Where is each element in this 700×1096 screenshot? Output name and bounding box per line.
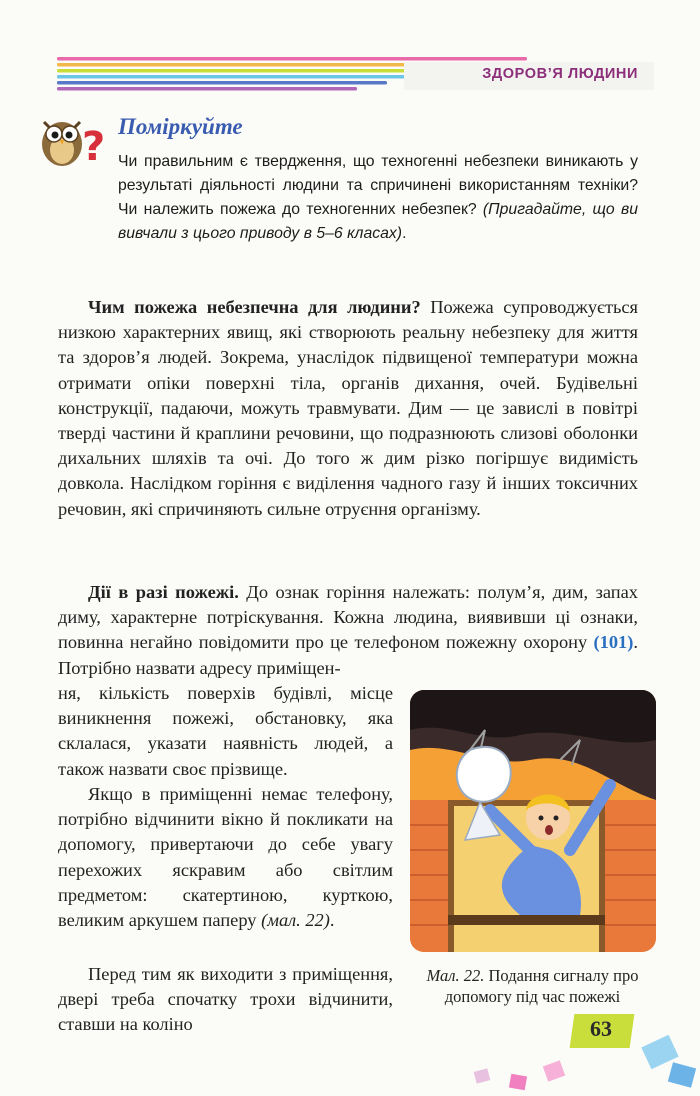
owl-question-icon [38,112,110,168]
figure-caption-text: Подання сигналу про допомогу під час пожежі [444,966,639,1006]
paragraph-fire-danger-lead: Чим пожежа небезпечна для людини? [88,297,421,317]
paragraph-before-leaving: Перед тим як виходити з приміщення, двері треба спочатку трохи відчинити, ставши на коліно [58,964,393,1035]
figure-caption [405,965,660,1007]
paragraph-fire-danger [58,295,638,522]
paragraph-no-phone [58,782,393,933]
paragraph-fire-actions [58,580,638,681]
phone-reference: (101) [593,632,634,653]
paragraph-fire-actions-lead: Дії в разі пожежі. [88,582,239,602]
paragraph-no-phone-text: Якщо в приміщенні немає телефону, потрібно відчинити вікно й покликати на допомогу, привертаючи до себе увагу перехожих яскравим або світлим предметом: скатертиною, курткою, великим аркушем паперу [58,784,393,931]
think-box-title: Поміркуйте [118,114,243,139]
paragraph-no-phone-end: . [329,910,335,931]
think-hint: (Пригадайте, що ви вивчали з цього приводу в 5–6 класах) [118,201,638,242]
paragraph-fire-actions-text: До ознак горіння належать: полум’я, дим, запах диму, характерне потріскування. Кожна людина, виявивши ці ознаки, повинна негайно повідомити про це телефоном пожежну охорону [58,582,639,653]
think-hint-end: . [402,225,407,242]
paragraph-fire-actions-text-end: . Потрібно назвати адресу приміщен- [58,632,638,678]
svg-text:?: ? [82,124,106,168]
page-number: 63 [590,1016,612,1041]
figure-caption-label: Мал. 22. [426,966,485,985]
think-question: Чи правильним є твердження, що техногенні небезпеки виникають у результаті діяльності людини та спричинені використанням техніки? Чи належить пожежа до техногенних небезпек? [118,153,638,218]
think-box-text [118,150,638,246]
section-title: ЗДОРОВ’Я ЛЮДИНИ [482,66,638,82]
paragraph-fire-danger-text: Пожежа супроводжується низкою характерних явищ, які створюють реальну небезпеку для життя та здоров’я людей. Зокрема, унаслідок підвищеної температури можна отримати опіки поверхні тіла, органів дихання, очей. Будівельні конструкції, падаючи, можуть травмувати. Дим — це завислі в повітрі тверді частини й краплини речовини, що подразнюють слизові оболонки дихальних шляхів та очі. До того ж дим різко погіршує видимість довкола. Наслідком горіння є виділення чадного газу й інших токсичних речовин, які спричиняють сильне отруєння організму. [58,297,638,519]
fire-illustration [410,690,656,952]
figure-reference: (мал. 22) [261,910,330,931]
paragraph-report-details: ня, кількість поверхів будівлі, місце виникнення пожежі, обстановку, яка склалася, указати наявність людей, а також назвати своє прізвище. [58,683,393,779]
